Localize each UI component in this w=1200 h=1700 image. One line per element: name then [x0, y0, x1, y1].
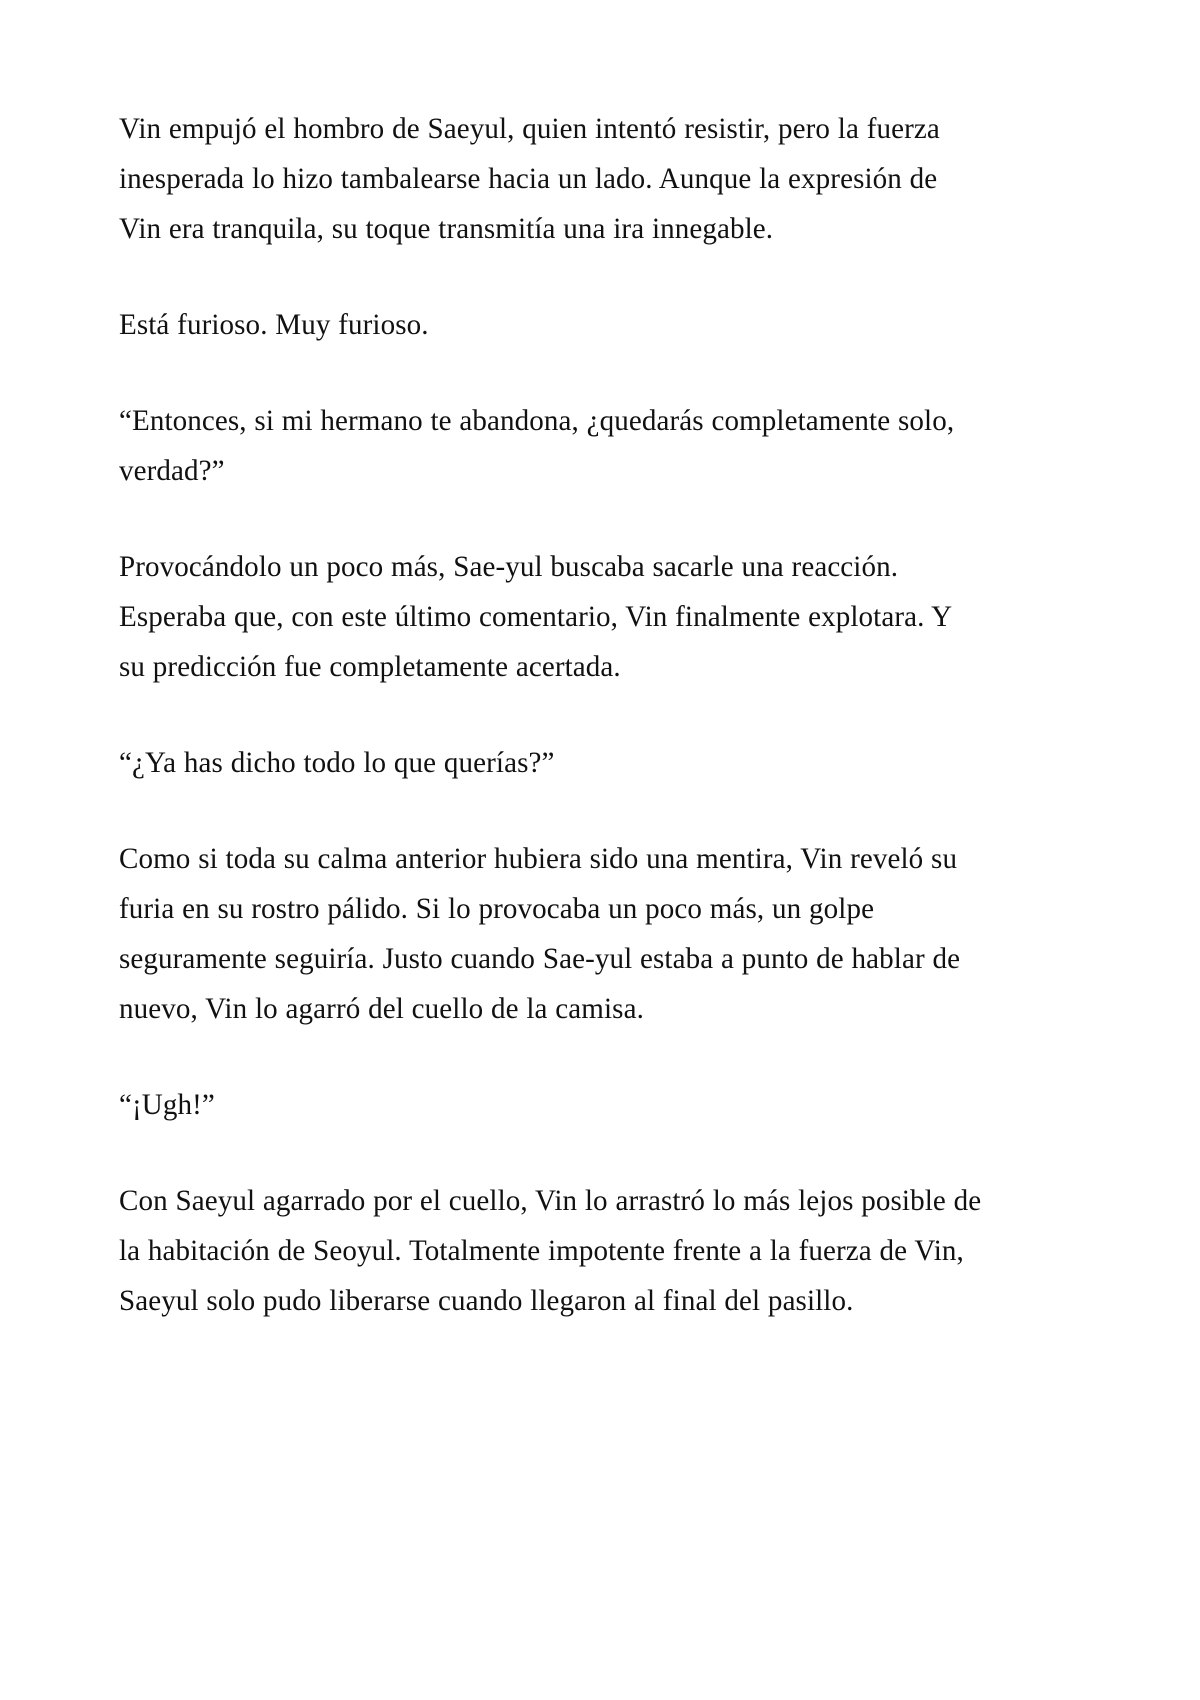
paragraph-6: Como si toda su calma anterior hubiera sido una mentira, Vin reveló su furia en su rostro pálido. Si lo provocaba un poco más, un golpe seguramente seguiría. Justo cuando Sae-yul estaba a punto de hablar de nuevo, Vin lo agarró del cuello de la camisa.	[119, 843, 961, 1025]
paragraph-7-dialogue: “¡Ugh!”	[119, 1089, 215, 1121]
paragraph-5-dialogue: “¿Ya has dicho todo lo que querías?”	[119, 747, 555, 779]
paragraph-3-dialogue: “Entonces, si mi hermano te abandona, ¿quedarás completamente solo, verdad?”	[119, 405, 955, 487]
text-column	[119, 104, 997, 1326]
paragraph-4: Provocándolo un poco más, Sae-yul buscaba sacarle una reacción. Esperaba que, con este último comentario, Vin finalmente explotara. Y su predicción fue completamente acertada.	[119, 551, 952, 683]
paragraph-8: Con Saeyul agarrado por el cuello, Vin lo arrastró lo más lejos posible de la habitación de Seoyul. Totalmente impotente frente a la fuerza de Vin, Saeyul solo pudo liberarse cuando llegaron al final del pasillo.	[119, 1185, 982, 1317]
paragraph-1: Vin empujó el hombro de Saeyul, quien intentó resistir, pero la fuerza inesperada lo hizo tambalearse hacia un lado. Aunque la expresión de Vin era tranquila, su toque transmitía una ira innegable.	[119, 113, 940, 245]
paragraph-2: Está furioso. Muy furioso.	[119, 309, 429, 341]
